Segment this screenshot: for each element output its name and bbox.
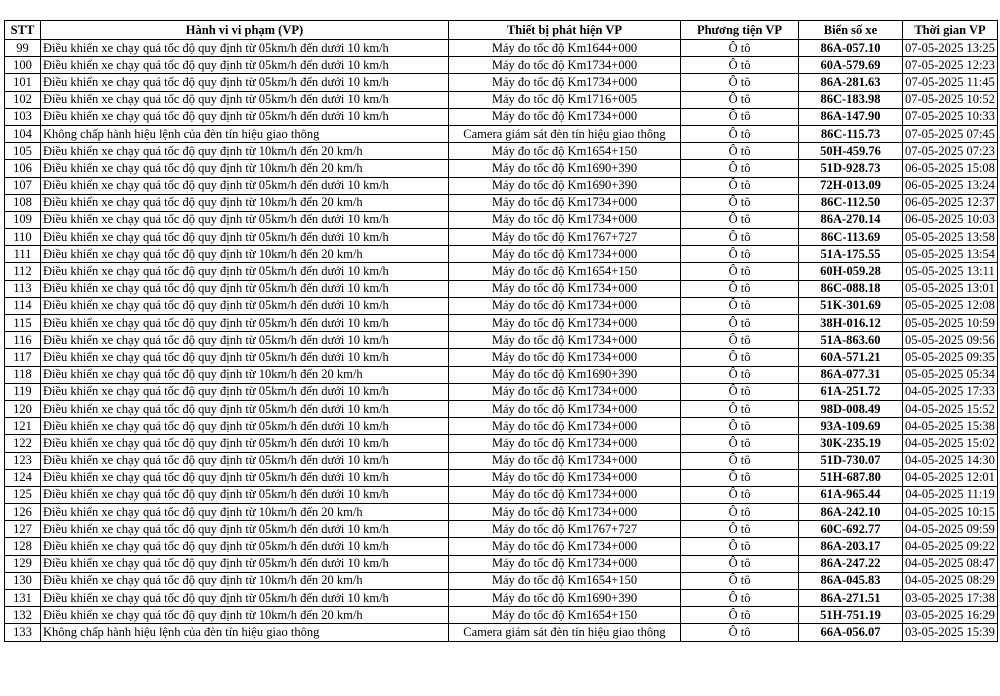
cell-violation: Điều khiển xe chạy quá tốc độ quy định từ 10km/h đến 20 km/h [41,246,449,263]
cell-vehicle: Ô tô [681,607,799,624]
cell-violation: Điều khiển xe chạy quá tốc độ quy định từ 10km/h đến 20 km/h [41,194,449,211]
cell-time: 07-05-2025 13:25 [903,40,998,57]
table-row [5,143,998,160]
cell-vehicle: Ô tô [681,160,799,177]
cell-time: 06-05-2025 13:24 [903,177,998,194]
cell-violation: Điều khiển xe chạy quá tốc độ quy định từ 05km/h đến dưới 10 km/h [41,332,449,349]
cell-stt: 114 [5,297,41,314]
table-row [5,194,998,211]
cell-plate: 60A-571.21 [799,349,903,366]
cell-plate: 60A-579.69 [799,57,903,74]
cell-vehicle: Ô tô [681,40,799,57]
cell-device: Máy đo tốc độ Km1767+727 [449,229,681,246]
cell-vehicle: Ô tô [681,400,799,417]
cell-time: 04-05-2025 09:59 [903,521,998,538]
cell-stt: 113 [5,280,41,297]
cell-vehicle: Ô tô [681,315,799,332]
header-plate: Biển số xe [799,21,903,40]
table-row [5,435,998,452]
cell-violation: Điều khiển xe chạy quá tốc độ quy định từ 05km/h đến dưới 10 km/h [41,521,449,538]
cell-plate: 51D-730.07 [799,452,903,469]
cell-device: Máy đo tốc độ Km1734+000 [449,315,681,332]
cell-vehicle: Ô tô [681,624,799,641]
cell-plate: 86C-088.18 [799,280,903,297]
cell-device: Máy đo tốc độ Km1690+390 [449,160,681,177]
cell-time: 04-05-2025 08:47 [903,555,998,572]
cell-vehicle: Ô tô [681,297,799,314]
cell-stt: 116 [5,332,41,349]
table-row [5,590,998,607]
cell-violation: Điều khiển xe chạy quá tốc độ quy định từ 05km/h đến dưới 10 km/h [41,211,449,228]
cell-time: 03-05-2025 15:39 [903,624,998,641]
table-row [5,400,998,417]
cell-vehicle: Ô tô [681,572,799,589]
cell-stt: 120 [5,400,41,417]
cell-violation: Điều khiển xe chạy quá tốc độ quy định từ 10km/h đến 20 km/h [41,504,449,521]
cell-vehicle: Ô tô [681,229,799,246]
cell-device: Máy đo tốc độ Km1734+000 [449,246,681,263]
cell-time: 05-05-2025 09:56 [903,332,998,349]
cell-plate: 86A-270.14 [799,211,903,228]
cell-time: 07-05-2025 07:23 [903,143,998,160]
table-row [5,177,998,194]
cell-time: 05-05-2025 09:35 [903,349,998,366]
table-row [5,57,998,74]
cell-time: 04-05-2025 09:22 [903,538,998,555]
cell-vehicle: Ô tô [681,125,799,142]
cell-plate: 66A-056.07 [799,624,903,641]
table-row [5,91,998,108]
cell-time: 04-05-2025 15:02 [903,435,998,452]
cell-vehicle: Ô tô [681,435,799,452]
header-time: Thời gian VP [903,21,998,40]
cell-vehicle: Ô tô [681,143,799,160]
cell-violation: Điều khiển xe chạy quá tốc độ quy định từ 05km/h đến dưới 10 km/h [41,297,449,314]
table-row [5,624,998,641]
cell-vehicle: Ô tô [681,590,799,607]
cell-plate: 51D-928.73 [799,160,903,177]
cell-device: Máy đo tốc độ Km1734+000 [449,555,681,572]
cell-device: Máy đo tốc độ Km1654+150 [449,572,681,589]
cell-violation: Điều khiển xe chạy quá tốc độ quy định từ 10km/h đến 20 km/h [41,160,449,177]
table-row [5,280,998,297]
cell-plate: 30K-235.19 [799,435,903,452]
cell-stt: 126 [5,504,41,521]
cell-time: 04-05-2025 15:38 [903,418,998,435]
cell-vehicle: Ô tô [681,486,799,503]
cell-violation: Điều khiển xe chạy quá tốc độ quy định từ 05km/h đến dưới 10 km/h [41,91,449,108]
table-row [5,538,998,555]
cell-time: 03-05-2025 16:29 [903,607,998,624]
cell-device: Máy đo tốc độ Km1690+390 [449,366,681,383]
cell-violation: Điều khiển xe chạy quá tốc độ quy định từ 05km/h đến dưới 10 km/h [41,469,449,486]
cell-device: Máy đo tốc độ Km1734+000 [449,74,681,91]
cell-device: Máy đo tốc độ Km1734+000 [449,452,681,469]
cell-device: Máy đo tốc độ Km1734+000 [449,280,681,297]
cell-stt: 110 [5,229,41,246]
cell-violation: Điều khiển xe chạy quá tốc độ quy định từ 10km/h đến 20 km/h [41,572,449,589]
cell-vehicle: Ô tô [681,555,799,572]
cell-plate: 86A-203.17 [799,538,903,555]
cell-violation: Điều khiển xe chạy quá tốc độ quy định từ 05km/h đến dưới 10 km/h [41,486,449,503]
cell-plate: 72H-013.09 [799,177,903,194]
cell-stt: 129 [5,555,41,572]
cell-device: Máy đo tốc độ Km1734+000 [449,297,681,314]
cell-plate: 86A-077.31 [799,366,903,383]
cell-vehicle: Ô tô [681,74,799,91]
table-row [5,297,998,314]
cell-device: Máy đo tốc độ Km1734+000 [449,469,681,486]
cell-violation: Điều khiển xe chạy quá tốc độ quy định từ 05km/h đến dưới 10 km/h [41,590,449,607]
cell-violation: Điều khiển xe chạy quá tốc độ quy định từ 05km/h đến dưới 10 km/h [41,400,449,417]
cell-device: Máy đo tốc độ Km1716+005 [449,91,681,108]
cell-violation: Điều khiển xe chạy quá tốc độ quy định từ 05km/h đến dưới 10 km/h [41,229,449,246]
cell-time: 04-05-2025 08:29 [903,572,998,589]
cell-time: 06-05-2025 10:03 [903,211,998,228]
cell-violation: Điều khiển xe chạy quá tốc độ quy định từ 05km/h đến dưới 10 km/h [41,74,449,91]
cell-stt: 115 [5,315,41,332]
cell-device: Máy đo tốc độ Km1734+000 [449,108,681,125]
cell-vehicle: Ô tô [681,194,799,211]
header-violation: Hành vi vi phạm (VP) [41,21,449,40]
cell-time: 05-05-2025 05:34 [903,366,998,383]
cell-vehicle: Ô tô [681,418,799,435]
cell-plate: 93A-109.69 [799,418,903,435]
cell-device: Máy đo tốc độ Km1734+000 [449,57,681,74]
cell-device: Máy đo tốc độ Km1734+000 [449,332,681,349]
violations-table [4,20,998,642]
cell-device: Camera giám sát đèn tín hiệu giao thông [449,624,681,641]
cell-time: 04-05-2025 12:01 [903,469,998,486]
cell-device: Máy đo tốc độ Km1690+390 [449,590,681,607]
cell-violation: Điều khiển xe chạy quá tốc độ quy định từ 10km/h đến 20 km/h [41,143,449,160]
cell-time: 04-05-2025 17:33 [903,383,998,400]
table-row [5,332,998,349]
cell-device: Máy đo tốc độ Km1734+000 [449,435,681,452]
cell-time: 05-05-2025 13:01 [903,280,998,297]
cell-device: Máy đo tốc độ Km1734+000 [449,349,681,366]
cell-stt: 109 [5,211,41,228]
cell-stt: 105 [5,143,41,160]
cell-time: 03-05-2025 17:38 [903,590,998,607]
cell-stt: 131 [5,590,41,607]
cell-stt: 106 [5,160,41,177]
cell-plate: 51A-175.55 [799,246,903,263]
cell-violation: Điều khiển xe chạy quá tốc độ quy định từ 05km/h đến dưới 10 km/h [41,435,449,452]
cell-time: 05-05-2025 12:08 [903,297,998,314]
cell-vehicle: Ô tô [681,280,799,297]
cell-stt: 124 [5,469,41,486]
cell-device: Máy đo tốc độ Km1767+727 [449,521,681,538]
cell-stt: 103 [5,108,41,125]
table-row [5,263,998,280]
cell-vehicle: Ô tô [681,349,799,366]
cell-plate: 86A-147.90 [799,108,903,125]
cell-device: Máy đo tốc độ Km1654+150 [449,143,681,160]
table-row [5,40,998,57]
violations-table-wrapper [4,20,998,642]
cell-stt: 107 [5,177,41,194]
cell-violation: Không chấp hành hiệu lệnh của đèn tín hiệu giao thông [41,624,449,641]
table-row [5,469,998,486]
cell-stt: 112 [5,263,41,280]
table-row [5,125,998,142]
cell-stt: 108 [5,194,41,211]
cell-vehicle: Ô tô [681,91,799,108]
table-row [5,572,998,589]
table-row [5,555,998,572]
cell-vehicle: Ô tô [681,452,799,469]
cell-plate: 86A-045.83 [799,572,903,589]
cell-plate: 60H-059.28 [799,263,903,280]
cell-vehicle: Ô tô [681,538,799,555]
cell-vehicle: Ô tô [681,366,799,383]
cell-violation: Điều khiển xe chạy quá tốc độ quy định từ 05km/h đến dưới 10 km/h [41,315,449,332]
table-row [5,246,998,263]
cell-stt: 100 [5,57,41,74]
cell-plate: 51A-863.60 [799,332,903,349]
cell-violation: Điều khiển xe chạy quá tốc độ quy định từ 05km/h đến dưới 10 km/h [41,57,449,74]
cell-plate: 60C-692.77 [799,521,903,538]
cell-violation: Điều khiển xe chạy quá tốc độ quy định từ 05km/h đến dưới 10 km/h [41,349,449,366]
cell-plate: 86C-115.73 [799,125,903,142]
cell-violation: Điều khiển xe chạy quá tốc độ quy định từ 10km/h đến 20 km/h [41,607,449,624]
cell-stt: 102 [5,91,41,108]
cell-time: 05-05-2025 13:11 [903,263,998,280]
table-row [5,229,998,246]
table-row [5,521,998,538]
cell-time: 05-05-2025 13:58 [903,229,998,246]
cell-plate: 61A-965.44 [799,486,903,503]
cell-device: Máy đo tốc độ Km1690+390 [449,177,681,194]
cell-violation: Điều khiển xe chạy quá tốc độ quy định từ 05km/h đến dưới 10 km/h [41,177,449,194]
cell-time: 04-05-2025 11:19 [903,486,998,503]
cell-device: Máy đo tốc độ Km1734+000 [449,211,681,228]
cell-violation: Điều khiển xe chạy quá tốc độ quy định từ 05km/h đến dưới 10 km/h [41,263,449,280]
cell-vehicle: Ô tô [681,469,799,486]
header-stt: STT [5,21,41,40]
cell-time: 04-05-2025 15:52 [903,400,998,417]
cell-time: 04-05-2025 10:15 [903,504,998,521]
cell-plate: 86A-242.10 [799,504,903,521]
cell-time: 07-05-2025 10:33 [903,108,998,125]
cell-violation: Điều khiển xe chạy quá tốc độ quy định từ 05km/h đến dưới 10 km/h [41,280,449,297]
cell-stt: 123 [5,452,41,469]
cell-stt: 133 [5,624,41,641]
cell-device: Máy đo tốc độ Km1734+000 [449,418,681,435]
cell-time: 07-05-2025 10:52 [903,91,998,108]
cell-time: 07-05-2025 07:45 [903,125,998,142]
cell-device: Camera giám sát đèn tín hiệu giao thông [449,125,681,142]
cell-device: Máy đo tốc độ Km1734+000 [449,400,681,417]
table-row [5,504,998,521]
cell-plate: 51H-751.19 [799,607,903,624]
cell-violation: Điều khiển xe chạy quá tốc độ quy định từ 05km/h đến dưới 10 km/h [41,108,449,125]
cell-violation: Không chấp hành hiệu lệnh của đèn tín hiệu giao thông [41,125,449,142]
cell-violation: Điều khiển xe chạy quá tốc độ quy định từ 05km/h đến dưới 10 km/h [41,538,449,555]
cell-stt: 104 [5,125,41,142]
table-row [5,349,998,366]
table-row [5,383,998,400]
cell-device: Máy đo tốc độ Km1734+000 [449,486,681,503]
cell-vehicle: Ô tô [681,246,799,263]
cell-plate: 86C-183.98 [799,91,903,108]
cell-stt: 125 [5,486,41,503]
cell-plate: 86A-247.22 [799,555,903,572]
cell-plate: 51K-301.69 [799,297,903,314]
cell-vehicle: Ô tô [681,332,799,349]
cell-stt: 130 [5,572,41,589]
cell-vehicle: Ô tô [681,383,799,400]
cell-stt: 99 [5,40,41,57]
cell-time: 07-05-2025 12:23 [903,57,998,74]
table-row [5,418,998,435]
cell-plate: 86C-112.50 [799,194,903,211]
cell-device: Máy đo tốc độ Km1734+000 [449,383,681,400]
table-row [5,607,998,624]
cell-device: Máy đo tốc độ Km1734+000 [449,194,681,211]
cell-device: Máy đo tốc độ Km1644+000 [449,40,681,57]
cell-plate: 86C-113.69 [799,229,903,246]
cell-violation: Điều khiển xe chạy quá tốc độ quy định từ 05km/h đến dưới 10 km/h [41,40,449,57]
cell-stt: 119 [5,383,41,400]
cell-vehicle: Ô tô [681,504,799,521]
cell-vehicle: Ô tô [681,521,799,538]
cell-violation: Điều khiển xe chạy quá tốc độ quy định từ 05km/h đến dưới 10 km/h [41,452,449,469]
cell-stt: 118 [5,366,41,383]
cell-plate: 86A-057.10 [799,40,903,57]
cell-plate: 86A-281.63 [799,74,903,91]
cell-violation: Điều khiển xe chạy quá tốc độ quy định từ 05km/h đến dưới 10 km/h [41,555,449,572]
cell-stt: 121 [5,418,41,435]
table-body [5,40,998,642]
header-vehicle: Phương tiện VP [681,21,799,40]
table-row [5,452,998,469]
cell-vehicle: Ô tô [681,177,799,194]
cell-stt: 117 [5,349,41,366]
table-row [5,486,998,503]
cell-device: Máy đo tốc độ Km1734+000 [449,504,681,521]
header-device: Thiết bị phát hiện VP [449,21,681,40]
cell-time: 05-05-2025 10:59 [903,315,998,332]
cell-stt: 132 [5,607,41,624]
cell-device: Máy đo tốc độ Km1654+150 [449,607,681,624]
cell-stt: 101 [5,74,41,91]
cell-vehicle: Ô tô [681,263,799,280]
cell-plate: 50H-459.76 [799,143,903,160]
table-row [5,108,998,125]
table-row [5,315,998,332]
cell-time: 06-05-2025 12:37 [903,194,998,211]
cell-plate: 51H-687.80 [799,469,903,486]
cell-vehicle: Ô tô [681,211,799,228]
cell-device: Máy đo tốc độ Km1734+000 [449,538,681,555]
cell-time: 06-05-2025 15:08 [903,160,998,177]
cell-violation: Điều khiển xe chạy quá tốc độ quy định từ 10km/h đến 20 km/h [41,366,449,383]
cell-vehicle: Ô tô [681,57,799,74]
cell-vehicle: Ô tô [681,108,799,125]
cell-violation: Điều khiển xe chạy quá tốc độ quy định từ 05km/h đến dưới 10 km/h [41,383,449,400]
cell-stt: 128 [5,538,41,555]
table-row [5,211,998,228]
cell-violation: Điều khiển xe chạy quá tốc độ quy định từ 05km/h đến dưới 10 km/h [41,418,449,435]
table-header-row [5,21,998,40]
cell-stt: 122 [5,435,41,452]
cell-device: Máy đo tốc độ Km1654+150 [449,263,681,280]
table-row [5,160,998,177]
cell-time: 07-05-2025 11:45 [903,74,998,91]
cell-plate: 38H-016.12 [799,315,903,332]
cell-plate: 61A-251.72 [799,383,903,400]
cell-time: 04-05-2025 14:30 [903,452,998,469]
table-row [5,74,998,91]
cell-plate: 98D-008.49 [799,400,903,417]
cell-plate: 86A-271.51 [799,590,903,607]
cell-time: 05-05-2025 13:54 [903,246,998,263]
table-row [5,366,998,383]
cell-stt: 127 [5,521,41,538]
cell-stt: 111 [5,246,41,263]
